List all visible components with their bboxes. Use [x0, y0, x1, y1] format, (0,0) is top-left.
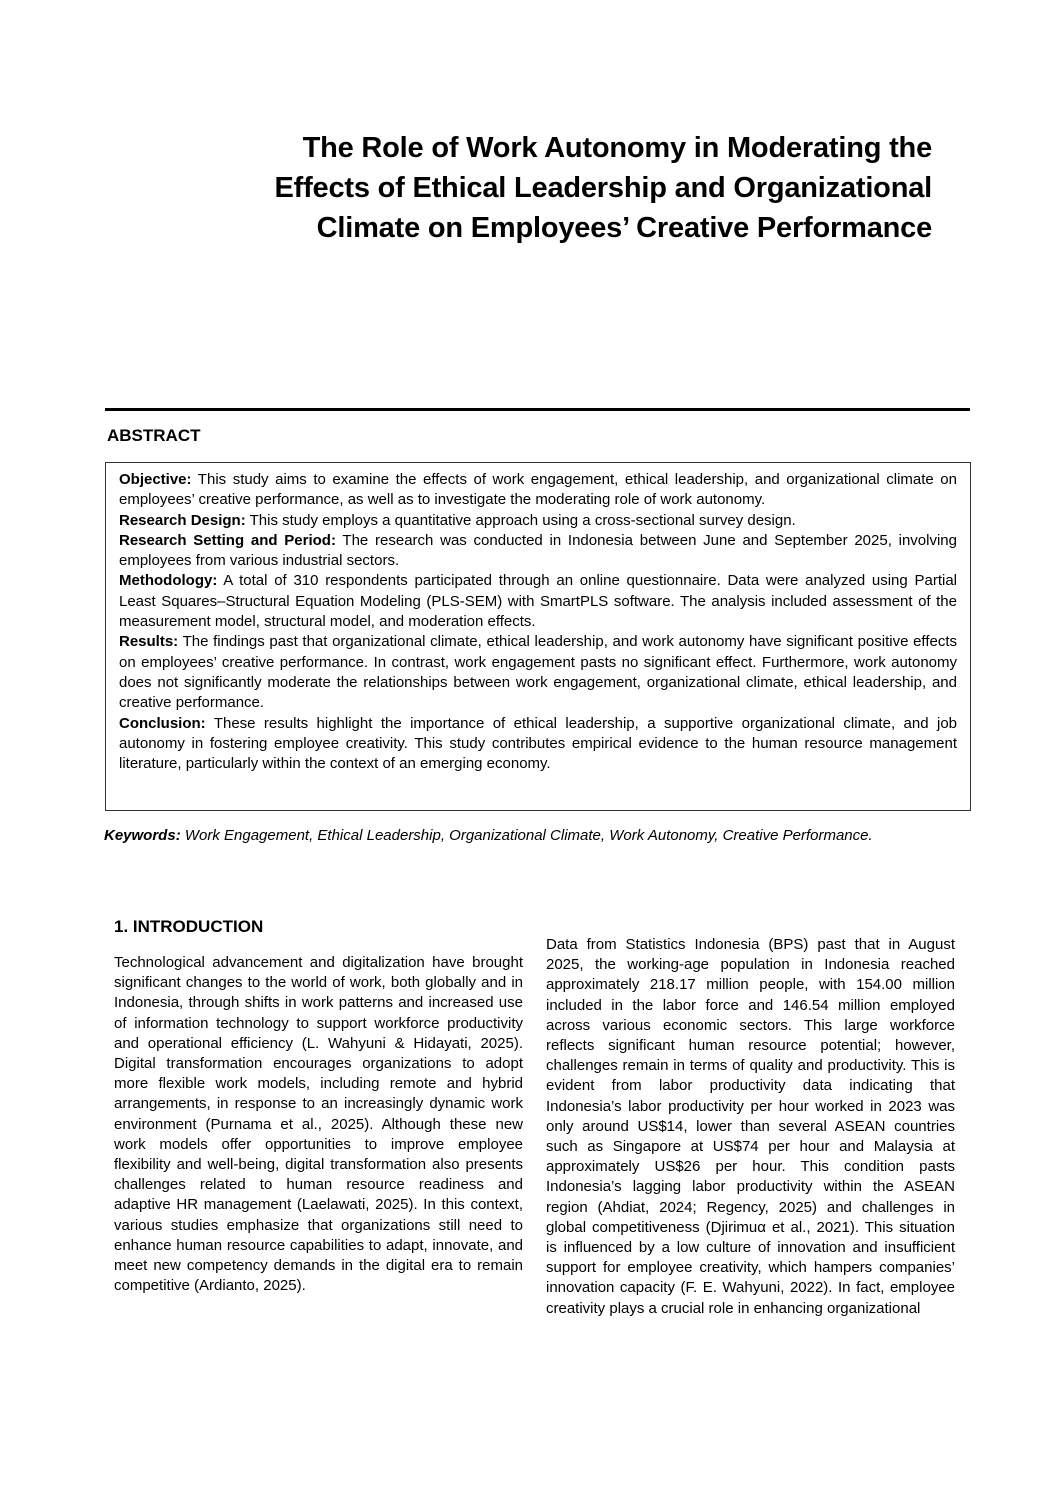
abstract-text: These results highlight the importance of ethical leadership, a supportive organizational climate, and job autonomy in fostering employee creativity. This study contributes empirical evidence to the human resource management literature, particularly within the context of an emerging economy.	[119, 714, 957, 773]
abstract-methodology	[119, 571, 957, 632]
abstract-text: This study employs a quantitative approach using a cross-sectional survey design.	[245, 511, 796, 529]
abstract-label: Methodology:	[119, 572, 218, 590]
abstract-heading: ABSTRACT	[107, 426, 201, 445]
horizontal-rule	[105, 408, 970, 411]
body-paragraph: Data from Statistics Indonesia (BPS) past that in August 2025, the working-age population in Indonesia reached approximately 218.17 million people, with 154.00 million included in the labor force and 146.54 million employed across various economic sectors. This large workforce reflects significant human resource potential; however, challenges remain in terms of quality and productivity. This is evident from labor productivity data indicating that Indonesia’s labor productivity per hour worked in 2023 was only around US$14, lower than several ASEAN countries such as Singapore at US$74 per hour and Malaysia at approximately US$26 per hour. This condition pasts Indonesia’s lagging labor productivity within the ASEAN region (Ahdiat, 2024; Regency, 2025) and challenges in global competitiveness (Djirimuα et al., 2021). This situation is influenced by a low culture of innovation and insufficient support for employee creativity, which hampers companies’ innovation capacity (F. E. Wahyuni, 2022). In fact, employee creativity plays a crucial role in enhancing organizational	[546, 936, 955, 1317]
title-line: Effects of Ethical Leadership and Organizational	[274, 172, 932, 204]
abstract-text: This study aims to examine the effects of work engagement, ethical leadership, and organizational climate on employees’ creative performance, as well as to investigate the moderating role of work autonomy.	[119, 471, 957, 509]
abstract-research-setting	[119, 531, 957, 572]
title-line: Climate on Employees’ Creative Performance	[316, 212, 932, 244]
keywords-text: Work Engagement, Ethical Leadership, Organizational Climate, Work Autonomy, Creative Performance.	[180, 827, 873, 844]
abstract-label: Conclusion:	[119, 714, 206, 732]
abstract-label: Research Design:	[119, 511, 246, 529]
abstract-text: A total of 310 respondents participated through an online questionnaire. Data were analyzed using Partial Least Squares–Structural Equation Modeling (PLS-SEM) with SmartPLS software. The analysis included assessment of the measurement model, structural model, and moderation effects.	[119, 572, 957, 631]
keywords-label: Keywords:	[104, 827, 181, 844]
abstract-objective	[119, 470, 957, 511]
abstract-conclusion	[119, 714, 957, 775]
abstract-results	[119, 632, 957, 713]
right-column	[546, 935, 955, 1319]
abstract-label: Results:	[119, 633, 179, 651]
abstract-text: The research was conducted in Indonesia between June and September 2025, involving employees from various industrial sectors.	[119, 531, 957, 570]
title-line: The Role of Work Autonomy in Moderating the	[302, 132, 932, 164]
abstract-research-design	[119, 511, 957, 531]
abstract-box	[105, 462, 971, 811]
body-paragraph: Technological advancement and digitalization have brought significant changes to the world of work, both globally and in Indonesia, through shifts in work patterns and increased use of information technology to support workforce productivity and operational efficiency (L. Wahyuni & Hidayati, 2025). Digital transformation encourages organizations to adopt more flexible work models, including remote and hybrid arrangements, in response to an increasingly dynamic work environment (Purnama et al., 2025). Although these new work models offer opportunities to improve employee flexibility and well-being, digital transformation also presents challenges related to human resource readiness and adaptive HR management (Laelawati, 2025). In this context, various studies emphasize that organizations still need to enhance human resource capabilities to adapt, innovate, and meet new competency demands in the digital era to remain competitive (Ardianto, 2025).	[114, 954, 523, 1295]
abstract-text: The findings past that organizational climate, ethical leadership, and work autonomy have significant positive effects on employees’ creative performance. In contrast, work engagement pasts no significant effect. Furthermore, work autonomy does not significantly moderate the relationships between work engagement, organizational climate, ethical leadership, and creative performance.	[119, 633, 957, 712]
abstract-label: Research Setting and Period:	[119, 531, 336, 549]
section-heading-introduction: 1. INTRODUCTION	[114, 917, 264, 936]
paper-title	[150, 128, 932, 248]
keywords	[104, 825, 970, 846]
left-column	[114, 915, 523, 1296]
abstract-label: Objective:	[119, 471, 192, 488]
